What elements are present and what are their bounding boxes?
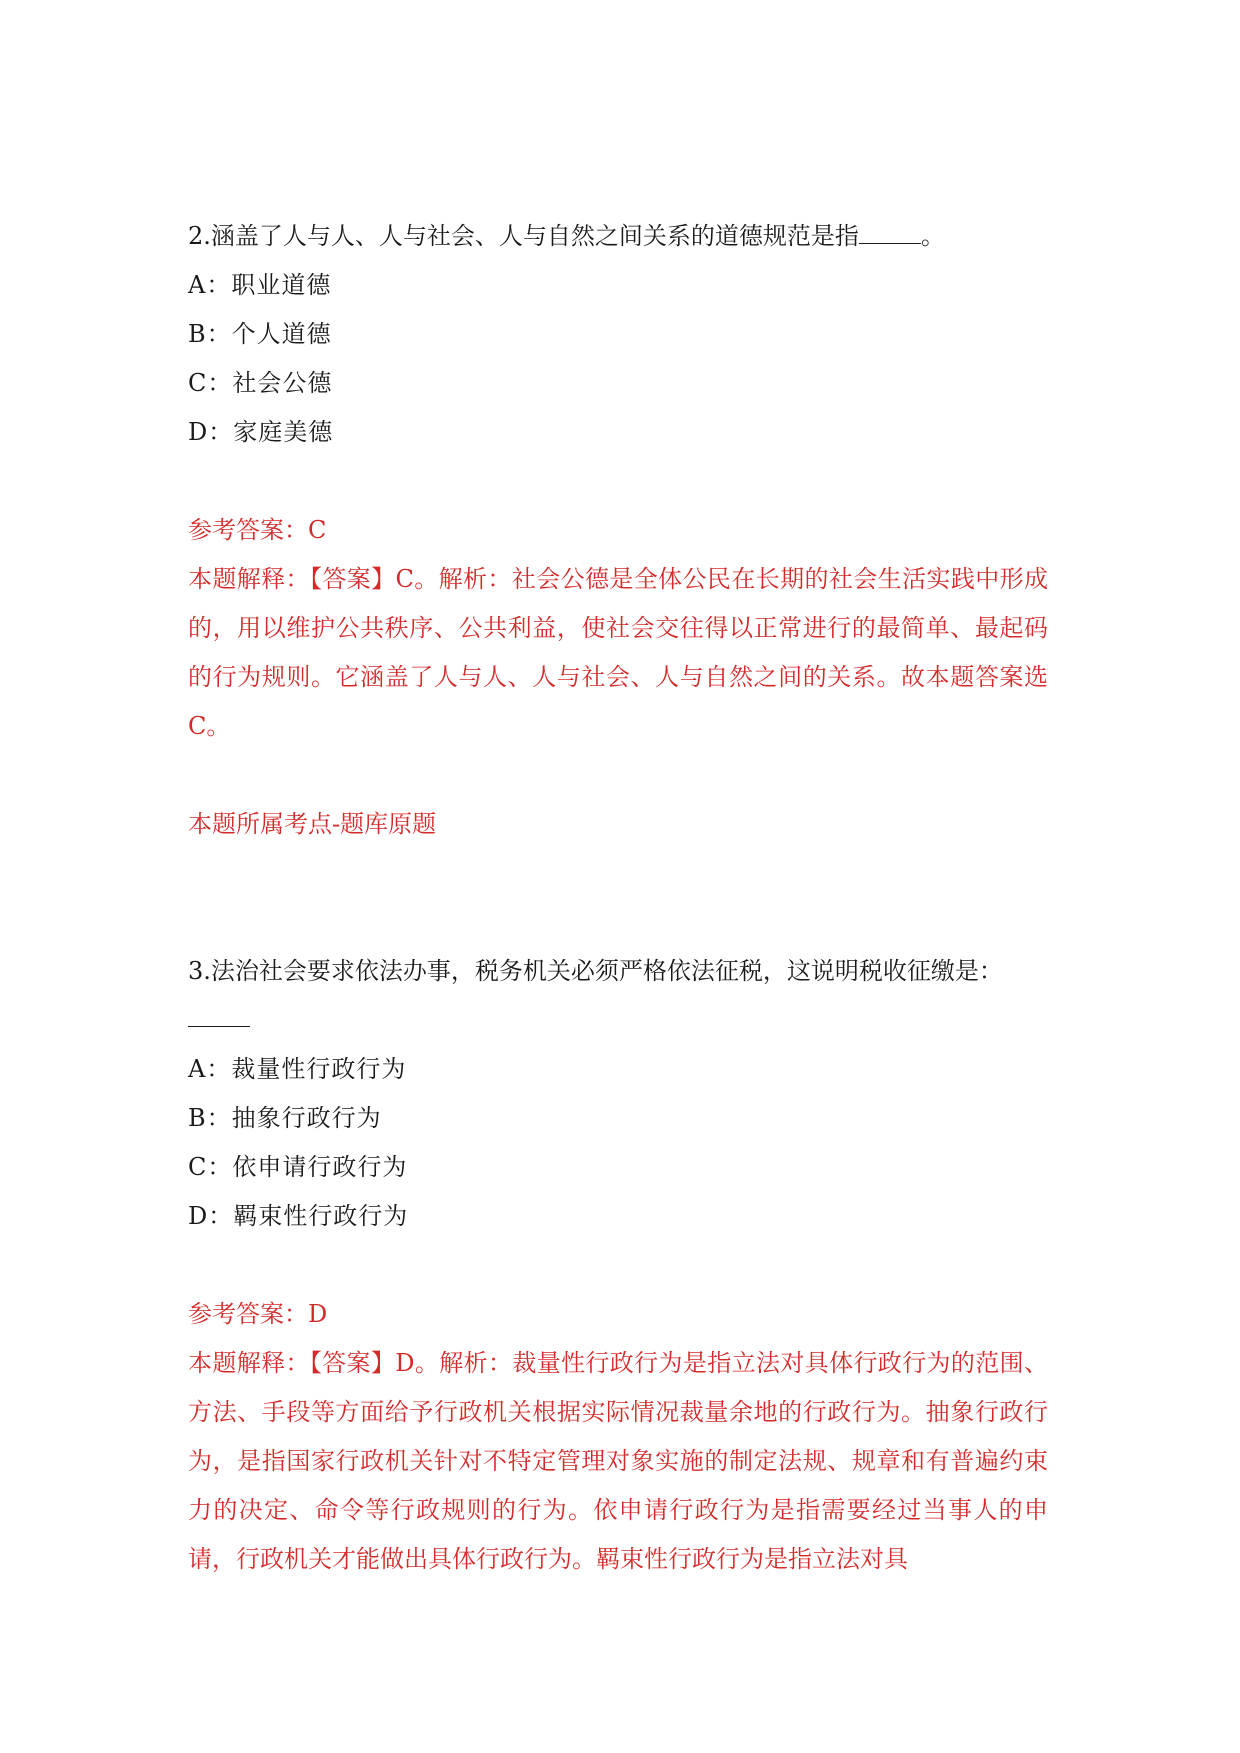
question-2-text <box>188 212 1048 261</box>
question-2-end: 。 <box>920 222 945 250</box>
question-2-topic: 本题所属考点-题库原题 <box>188 810 437 838</box>
answer-blank <box>188 1026 250 1027</box>
question-3-text: 3.法治社会要求依法办事，税务机关必须严格依法征税，这说明税收征缴是： <box>188 957 1003 985</box>
question-3-option-b: B：抽象行政行为 <box>188 1104 382 1132</box>
question-3-option-d: D：羁束性行政行为 <box>188 1202 409 1230</box>
question-2-explanation: 本题解释：【答案】C。解析：社会公德是全体公民在长期的社会生活实践中形成的，用以维护公共秩序、公共利益，使社会交往得以正常进行的最简单、最起码的行为规则。它涵盖了人与人、人与社会、人与自然之间的关系。故本题答案选C。 <box>188 565 1048 740</box>
question-2-answer: 参考答案：C <box>188 516 327 544</box>
question-3-option-a: A：裁量性行政行为 <box>188 1055 407 1083</box>
question-2-stem: 2.涵盖了人与人、人与社会、人与自然之间关系的道德规范是指 <box>188 222 859 250</box>
question-3-answer: 参考答案：D <box>188 1300 328 1328</box>
question-3-option-c: C：依申请行政行为 <box>188 1153 408 1181</box>
answer-blank <box>859 223 921 244</box>
question-3-explanation: 本题解释：【答案】D。解析：裁量性行政行为是指立法对具体行政行为的范围、方法、手段等方面给予行政机关根据实际情况裁量余地的行政行为。抽象行政行为，是指国家行政机关针对不特定管理对象实施的制定法规、规章和有普遍约束力的决定、命令等行政规则的行为。依申请行政行为是指需要经过当事人的申请，行政机关才能做出具体行政行为。羁束性行政行为是指立法对具 <box>188 1349 1048 1573</box>
question-2-option-c: C：社会公德 <box>188 369 333 397</box>
question-2-option-d: D：家庭美德 <box>188 418 334 446</box>
question-2-option-a: A：职业道德 <box>188 271 332 299</box>
question-2-option-b: B：个人道德 <box>188 320 332 348</box>
answer-blank-line <box>188 996 1048 1045</box>
page-content <box>188 212 1048 1584</box>
